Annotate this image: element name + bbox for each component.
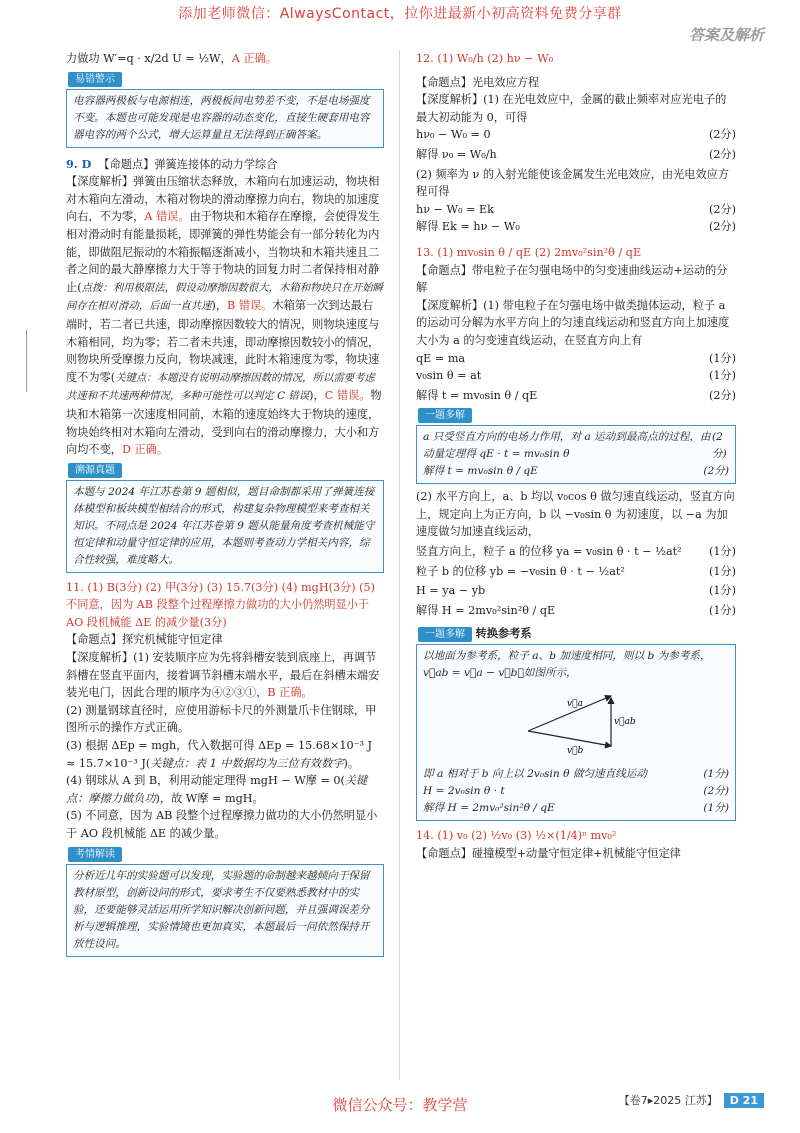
tag-multi-solution-1: 一题多解 xyxy=(418,408,472,423)
q13-point: 【命题点】带电粒子在匀强电场中的匀变速曲线运动+运动的分解 xyxy=(416,263,728,295)
q12-eq4: 解得 Ek = hν − W₀ (2分) xyxy=(416,220,736,234)
q11-part5: (5) 不同意，因为 AB 段整个过程摩擦力做功的大小仍然明显小于 AO 段机械能 ΔE 的减少量。 xyxy=(66,809,378,840)
watermark-bottom: 微信公众号：教学营 xyxy=(332,1096,468,1114)
right-column xyxy=(416,50,736,863)
q13-eq5: 粒子 b 的位移 yb = −v₀sin θ · t − ½at² (1分) xyxy=(416,564,736,578)
q14-point: 【命题点】碰撞模型+动量守恒定律+机械能守恒定律 xyxy=(416,847,681,861)
page-footer xyxy=(619,1092,764,1108)
q12-point: 【命题点】光电效应方程 xyxy=(416,75,540,89)
tag-error-warning: 易错警示 xyxy=(68,72,122,87)
tag5-line: 一题多解 转换参考系 xyxy=(416,623,736,644)
label-vb: v⃗b xyxy=(567,746,584,757)
q11-part1: 【深度解析】(1) 安装顺序应为先将斜槽安装到底座上，再调节斜槽在竖直平面内，接着调节斜槽末端水平，最后在斜槽末端安装光电门，因此合理的顺序为④②③①，B 正确。 xyxy=(66,651,380,700)
q12-eq1: hν₀ − W₀ = 0 (2分) xyxy=(416,128,736,142)
q12-explain-b: (2) 频率为 ν 的入射光能使该金属发生光电效应，由光电效应方程可得 xyxy=(416,167,730,199)
q13-eq1: qE = ma (1分) xyxy=(416,351,736,365)
header-title: 答案及解析 xyxy=(688,26,764,44)
q14-answer: 14. (1) v₀ (2) ½v₀ (3) ½×(1/4)ⁿ mv₀² xyxy=(416,829,617,843)
line-1: 力做功 W′=q · x/2d U = ½W，A 正确。 xyxy=(66,52,277,65)
vector-diagram xyxy=(523,686,636,757)
box-source-exam: 本题与 2024 年江苏卷第 9 题相似，题目命制都采用了弹簧连接体模型和板块模型相结合的形式，构建复杂物理模型来考查相关知识。不同点是 2024 年江苏卷第 9 题从能量角度考查机械能守恒定律和动量守恒定律的应用，本题则考查动力学相关内容，综合性较强，难度略大。 xyxy=(66,480,384,573)
q11-answer: 11. (1) B(3分) (2) 甲(3分) (3) 15.7(3分) (4) mgH(3分) (5) 不同意，因为 AB 段整个过程摩擦力做功的大小仍然明显小于 AO 段机械能 ΔE 的减少量(3分) xyxy=(66,580,376,629)
tag-exam-analysis: 考情解读 xyxy=(68,847,122,862)
q11-part4: (4) 钢球从 A 到 B，利用动能定理得 mgH − W摩 = 0(关键点：摩擦力做负功)，故 W摩 = mgH。 xyxy=(66,774,368,805)
label-va: v⃗a xyxy=(567,699,583,710)
q13-explain-b: (2) 水平方向上，a、b 均以 v₀cos θ 做匀速直线运动，竖直方向上，规定向上为正方向，b 以 −v₀sin θ 为初速度，以 −a 为加速度做匀加速直线运动， xyxy=(416,490,735,539)
q13-eq2: v₀sin θ = at (1分) xyxy=(416,369,736,383)
box-exam-analysis: 分析近几年的实验题可以发现，实验题的命制越来越倾向于保留教材原型，创新设问的形式，要求考生不仅要熟悉教材中的实验，还要能够灵活运用所学知识解决创新问题，并且强调误差分析与逻辑推理，实验情境也更加真实，本题最后一问依然保持开放性设问。 xyxy=(66,864,384,957)
q13-eq7: 解得 H = 2mv₀²sin²θ / qE (1分) xyxy=(416,603,736,617)
q11-point: 【命题点】探究机械能守恒定律 xyxy=(66,633,223,647)
label-vab: v⃗ab xyxy=(614,717,636,728)
q12-eq3: hν − W₀ = Ek (2分) xyxy=(416,202,736,216)
column-divider xyxy=(399,50,400,1080)
left-column xyxy=(66,50,384,961)
q13-explain-a: 【深度解析】(1) 带电粒子在匀强电场中做类抛体运动，粒子 a 的运动可分解为水平方向上的匀速直线运动和竖直方向上加速度大小为 a 的匀变速直线运动，在竖直方向上有 xyxy=(416,298,730,347)
q13-eq3: 解得 t = mv₀sin θ / qE (2分) xyxy=(416,388,736,402)
q13-eq4: 竖直方向上，粒子 a 的位移 ya = v₀sin θ · t − ½at² (1分) xyxy=(416,545,736,559)
q13-answer: 13. (1) mv₀sin θ / qE (2) 2mv₀²sin²θ / qE xyxy=(416,245,642,259)
tag-source-exam: 溯源真题 xyxy=(68,463,122,478)
q9-explain-a: 【深度解析】弹簧由压缩状态释放，木箱向右加速运动，物块相对木箱向左滑动，木箱对物块的滑动摩擦力向右，物块的加速度向右，不为零，A 错误。由于物块和木箱存在摩擦，会使得发生相对滑动时有能量损耗，即弹簧的弹性势能会有一部分转化为内能，即做阻尼振动的木箱振幅逐渐减小，当物块和木箱共速且二者之间的最大静摩擦力大于等于物块的回复力时二者保持相对静止(点拨：利用极限法，假设动摩擦因数很大，木箱和物块只在开始瞬间存在相对滑动，后面一直共速)，B 错误。木箱第一次到达最右端时，若二者已共速，即动摩擦因数较大的情况，则物块速度与木箱相同，均为零；若二者未共速，即动摩擦因数较小的情况，则物块所受摩擦力反向，物块减速，此时木箱速度为零，物块速度不为零(关键点：本题没有说明动摩擦因数的情况，所以需要考虑共速和不共速两种情况，多种可能性可以判定 C 错误)，C 错误。物块和木箱第一次速度相同前，木箱的速度始终大于物块的速度，物块始终相对木箱向左滑动，受到向右的滑动摩擦力，大小和方向均不变，D 正确。 xyxy=(66,175,383,457)
q11-part2: (2) 测量钢球直径时，应使用游标卡尺的外测量爪卡住钢球，甲图所示的操作方式正确。 xyxy=(66,703,377,735)
tag-multi-solution-2: 一题多解 xyxy=(418,627,472,642)
q12-explain-a: 【深度解析】(1) 在光电效应中，金属的截止频率对应光电子的最大初动能为 0，可得 xyxy=(416,93,727,124)
margin-line xyxy=(26,330,28,392)
q13-eq6: H = ya − yb (1分) xyxy=(416,584,736,598)
box-error-warning: 电容器两极板与电源相连，两极板间电势差不变，不是电场强度不变。本题也可能发现是电容器的动态变化，直接生硬套用电容器电容的两个公式，增大运算量且无法得到正确答案。 xyxy=(66,89,384,148)
page-number: D 21 xyxy=(724,1093,764,1108)
volume-label: 【卷7▸2025 江苏】 xyxy=(618,1094,718,1107)
q11-part3: (3) 根据 ΔEp = mgh，代入数据可得 ΔEp = 15.68×10⁻³ J ≈ 15.7×10⁻³ J(关键点：表 1 中数据均为三位有效数字)。 xyxy=(66,739,373,770)
box-multi-solution-2: 以地面为参考系，粒子 a、b 加速度相同，则以 b 为参考系，v⃗ab = v⃗a − v⃗b，如图所示， v⃗a v⃗b v⃗ab 即 a 相对于 b 向上以 2v₀sin θ 做匀速直线运动 (1分) H = 2v₀sin θ · t (2分) 解得 H = 2mv₀²sin²θ / qE (1分) xyxy=(416,644,736,821)
vector-vb xyxy=(528,731,611,746)
box-multi-solution-1: a 只受竖直方向的电场力作用，对 a 运动到最高点的过程，由动量定理得 qE · t = mv₀sin θ (2分) 解得 t = mv₀sin θ / qE (2分) xyxy=(416,425,736,484)
q12-eq2: 解得 ν₀ = W₀/h (2分) xyxy=(416,147,736,161)
q9-header: 9. D 【命题点】弹簧连接体的动力学综合 xyxy=(66,156,278,171)
watermark-top: 添加老师微信：AlwaysContact，拉你进最新小初高资料免费分享群 xyxy=(178,6,622,22)
q12-answer: 12. (1) W₀/h (2) hν − W₀ xyxy=(416,52,554,65)
